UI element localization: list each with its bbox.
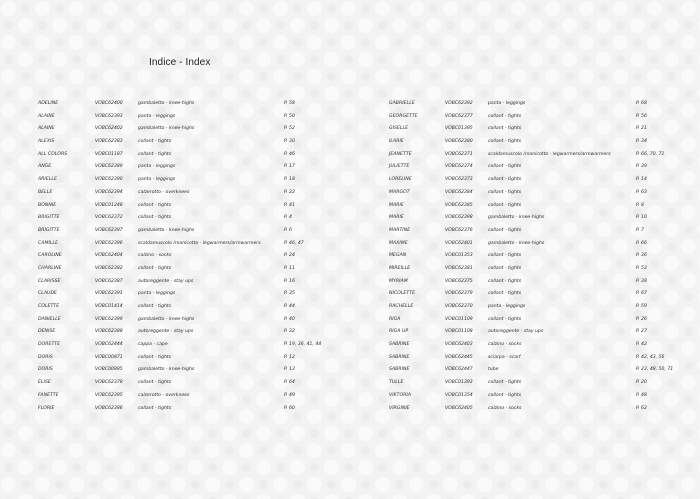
- product-name: GISELLE: [389, 126, 409, 132]
- page-reference: P. 13: [284, 367, 295, 373]
- page-reference: P. 50: [284, 113, 295, 119]
- product-description: gambaletto - knee-highs: [138, 316, 195, 322]
- product-description: collant - tights: [488, 113, 522, 119]
- product-name: RIGA UP: [389, 329, 409, 335]
- page-reference: P. 35: [284, 291, 295, 297]
- page-reference: P. 34: [636, 139, 647, 145]
- product-code: VOBC62394: [95, 189, 123, 195]
- product-name: DENISE: [38, 329, 56, 335]
- product-name: RIGA: [389, 316, 401, 322]
- product-description: collant - tights: [138, 304, 172, 309]
- product-code: VOBC01395: [445, 126, 473, 132]
- product-description: scaldamuscolo /manicotto - legwarmers/armwarmers: [138, 240, 261, 246]
- product-name: CAROLINE: [38, 253, 62, 259]
- page-reference: P. 48: [636, 392, 647, 398]
- page-reference: P. 66: [636, 240, 647, 246]
- product-code: VOBC62384: [445, 189, 473, 195]
- product-name: DANIELLE: [38, 316, 61, 322]
- product-code: VOBC01187: [95, 151, 123, 157]
- page-reference: P. 14: [636, 177, 647, 183]
- product-name: SABRINE: [389, 342, 410, 348]
- product-description: gambaletto - knee-highs: [488, 240, 545, 246]
- product-name: FLORIE: [38, 405, 55, 411]
- page-reference: P. 68: [636, 101, 647, 106]
- product-code: VOBC62382: [95, 265, 123, 271]
- product-name: CAMILLE: [38, 240, 59, 246]
- product-name: LORELINE: [389, 177, 412, 183]
- product-name: CLAUDE: [38, 291, 58, 297]
- product-name: JULIETTE: [389, 164, 410, 170]
- product-code: VOBC62376: [445, 227, 473, 233]
- page-reference: P. 7: [636, 227, 644, 233]
- product-name: SABRINE: [389, 354, 410, 360]
- product-description: gambaletto - knee-highs: [138, 101, 195, 106]
- page-reference: P. 18: [284, 177, 295, 183]
- product-description: collant - tights: [138, 202, 172, 208]
- product-name: BONNIE: [38, 202, 57, 208]
- page-reference: P. 49: [284, 392, 295, 398]
- product-code: VOBC62445: [445, 354, 473, 360]
- page-reference: P. 32: [284, 329, 295, 335]
- product-code: VOBC62386: [95, 405, 123, 411]
- product-description: gambaletto - knee-highs: [138, 227, 195, 233]
- product-name: MARIE: [389, 215, 404, 221]
- product-description: sciarpa - scarf: [488, 354, 521, 360]
- product-name: COLETTE: [38, 304, 60, 309]
- product-code: VOBC62377: [445, 113, 473, 119]
- page-reference: P. 17: [284, 164, 295, 170]
- product-name: ALEXIS: [38, 139, 55, 145]
- page-reference: P. 23, 48, 50, 71: [636, 367, 674, 373]
- product-code: VOBC62375: [445, 278, 473, 284]
- product-code: VOBC62381: [445, 265, 473, 271]
- product-description: gambaletto - knee-highs: [138, 126, 195, 132]
- product-code: VOBC00895: [95, 367, 123, 373]
- product-description: collant - tights: [488, 392, 522, 398]
- product-description: autoreggente - stay ups: [138, 329, 194, 335]
- product-code: VOBC62393: [95, 113, 123, 119]
- product-code: VOBC62405: [445, 405, 473, 411]
- product-name: SABRINE: [389, 367, 410, 373]
- product-description: collant - tights: [488, 265, 522, 271]
- product-name: BRIGITTE: [38, 227, 60, 233]
- product-description: cappa - cape: [138, 342, 168, 348]
- product-code: VOBC62387: [95, 278, 123, 284]
- page-reference: P. 36: [636, 253, 647, 259]
- page-reference: P. 44: [284, 304, 295, 309]
- page-reference: P. 39: [636, 164, 647, 170]
- product-name: GABRIELLE: [389, 101, 415, 106]
- page-reference: P. 38: [636, 278, 647, 284]
- product-code: VOBC62380: [445, 139, 473, 145]
- product-description: autoreggente - stay ups: [488, 329, 544, 335]
- product-description: calzino - socks: [138, 253, 172, 259]
- product-description: collant - tights: [488, 380, 522, 386]
- product-name: MEGAN: [389, 253, 407, 259]
- product-description: collant - tights: [138, 380, 172, 386]
- product-code: VOBC62391: [95, 291, 123, 297]
- product-name: VIKTORIA: [389, 392, 412, 398]
- page-reference: P. 16: [284, 278, 295, 284]
- page-reference: P. 42, 43, 56: [636, 354, 665, 360]
- product-description: panta - leggings: [138, 113, 176, 119]
- product-code: VOBC62403: [445, 342, 473, 348]
- product-description: tube: [488, 367, 499, 373]
- product-description: collant - tights: [488, 278, 522, 284]
- product-description: scaldamuscolo /manicotto - legwarmers/armwarmers: [488, 151, 611, 157]
- page-reference: P. 53: [636, 265, 647, 271]
- product-name: BELLE: [38, 189, 53, 195]
- product-description: collant - tights: [138, 139, 172, 145]
- product-code: VOBC62444: [95, 342, 123, 348]
- product-name: DORIS: [38, 354, 53, 360]
- product-code: VOBC62404: [95, 253, 123, 259]
- product-code: VOBC62378: [95, 380, 123, 386]
- product-name: CHARLINE: [38, 265, 62, 271]
- product-description: collant - tights: [488, 202, 522, 208]
- product-name: ARIELLE: [38, 177, 57, 183]
- product-code: VOBC62388: [95, 329, 123, 335]
- page-reference: P. 46, 47: [284, 240, 304, 246]
- product-code: VOBC01108: [445, 329, 473, 335]
- page-reference: P. 12: [284, 354, 295, 360]
- product-name: JEANETTE: [389, 151, 412, 157]
- product-description: autoreggente - stay ups: [138, 278, 194, 284]
- product-description: collant - tights: [488, 164, 522, 170]
- page-reference: P. 4: [284, 215, 292, 221]
- product-name: FANETTE: [38, 392, 59, 398]
- product-code: VOBC01109: [445, 316, 473, 322]
- product-name: TULLE: [389, 380, 404, 386]
- product-description: collant - tights: [138, 354, 172, 360]
- page-reference: P. 21: [636, 126, 647, 132]
- product-code: VOBC62392: [445, 101, 473, 106]
- product-code: VOBC62396: [95, 240, 123, 246]
- product-name: ANGE: [38, 164, 52, 170]
- product-description: collant - tights: [488, 189, 522, 195]
- product-description: calzerotto - overknees: [138, 392, 190, 398]
- page-reference: P. 30: [284, 139, 295, 145]
- product-description: panta - leggings: [138, 291, 176, 297]
- product-description: collant - tights: [138, 151, 172, 157]
- product-description: gambaletto - knee-highs: [488, 215, 545, 221]
- product-code: VOBC01393: [445, 380, 473, 386]
- product-code: VOBC62379: [445, 291, 473, 297]
- product-name: CLARISSE: [38, 278, 61, 284]
- product-code: VOBC62397: [95, 227, 123, 233]
- product-name: ELISE: [38, 380, 51, 386]
- page-reference: P. 52: [284, 126, 295, 132]
- page-title: Indice - Index: [149, 57, 211, 68]
- product-name: ADELINE: [38, 101, 59, 106]
- page-reference: P. 27: [636, 329, 647, 335]
- product-name: MAXIME: [389, 240, 408, 246]
- page-reference: P. 46: [284, 151, 295, 157]
- product-code: VOBC62372: [95, 215, 123, 221]
- product-description: panta - leggings: [138, 164, 176, 170]
- page-reference: P. 11: [284, 265, 295, 271]
- product-description: collant - tights: [488, 177, 522, 183]
- product-description: calzerotto - overknees: [138, 189, 190, 195]
- product-name: ALL COLORS: [38, 151, 68, 157]
- page-reference: P. 19, 36, 41, 44: [284, 342, 322, 348]
- product-description: collant - tights: [138, 265, 172, 271]
- product-name: ALAINE: [38, 126, 55, 132]
- product-code: VOBC62373: [445, 177, 473, 183]
- product-description: collant - tights: [488, 139, 522, 145]
- product-description: collant - tights: [488, 291, 522, 297]
- page-reference: P. 41: [284, 202, 295, 208]
- product-code: VOBC01248: [95, 202, 123, 208]
- page-reference: P. 63: [636, 189, 647, 195]
- product-code: VOBC00871: [95, 354, 123, 360]
- product-name: MIREILLE: [389, 265, 411, 271]
- product-code: VOBC62385: [445, 202, 473, 208]
- page-reference: P. 20: [636, 380, 647, 386]
- product-code: VOBC62398: [445, 215, 473, 221]
- page-reference: P. 67: [636, 291, 647, 297]
- product-name: DORETTE: [38, 342, 61, 348]
- product-description: collant - tights: [138, 215, 172, 221]
- page-reference: P. 64: [284, 380, 295, 386]
- page-reference: P. 40: [284, 316, 295, 322]
- product-code: VOBC62374: [445, 164, 473, 170]
- page-reference: P. 24: [284, 253, 295, 259]
- page-reference: P. 62: [636, 405, 647, 411]
- page-reference: P. 8: [636, 202, 644, 208]
- product-name: MARIE: [389, 202, 404, 208]
- product-code: VOBC01414: [95, 304, 123, 309]
- product-code: VOBC62370: [445, 304, 473, 309]
- product-name: ILARIE: [389, 139, 404, 145]
- product-name: MARTINE: [389, 227, 411, 233]
- product-description: collant - tights: [488, 126, 522, 132]
- product-name: VIRGINIE: [389, 405, 410, 411]
- page-reference: P. 42: [636, 342, 647, 348]
- page-reference: P. 6: [284, 227, 292, 233]
- product-description: collant - tights: [138, 405, 172, 411]
- product-description: collant - tights: [488, 227, 522, 233]
- product-description: collant - tights: [488, 253, 522, 259]
- product-code: VOBC62383: [95, 139, 123, 145]
- product-code: VOBC62402: [95, 126, 123, 132]
- product-description: panta - leggings: [488, 304, 526, 309]
- page-reference: P. 60: [284, 405, 295, 411]
- product-description: panta - leggings: [138, 177, 176, 183]
- product-code: VOBC62400: [95, 101, 123, 106]
- page-reference: P. 59: [636, 304, 647, 309]
- product-name: MARGOT: [389, 189, 410, 195]
- product-description: collant - tights: [488, 316, 522, 322]
- product-description: calzino - socks: [488, 342, 522, 348]
- product-name: NICOLETTE: [389, 291, 416, 297]
- product-name: RACHELLE: [389, 304, 414, 309]
- page-reference: P. 66, 70, 71: [636, 151, 665, 157]
- product-name: BRIGITTE: [38, 215, 60, 221]
- page-reference: P. 58: [284, 101, 295, 106]
- product-code: VOBC01353: [445, 253, 473, 259]
- product-code: VOBC62447: [445, 367, 473, 373]
- product-code: VOBC62395: [95, 392, 123, 398]
- page-reference: P. 10: [636, 215, 647, 221]
- product-code: VOBC62390: [95, 177, 123, 183]
- product-name: MYRIAM: [389, 278, 408, 284]
- product-description: panta - leggings: [488, 101, 526, 106]
- product-code: VOBC62401: [445, 240, 473, 246]
- product-code: VOBC01354: [445, 392, 473, 398]
- product-code: VOBC62399: [95, 316, 123, 322]
- page-reference: P. 56: [636, 113, 647, 119]
- product-description: calzino - socks: [488, 405, 522, 411]
- product-code: VOBC62371: [445, 151, 473, 157]
- page-reference: P. 26: [636, 316, 647, 322]
- page-reference: P. 22: [284, 189, 295, 195]
- product-name: GEORGETTE: [389, 113, 418, 119]
- product-code: VOBC62389: [95, 164, 123, 170]
- product-name: DORIS: [38, 367, 53, 373]
- product-name: ALAINE: [38, 113, 55, 119]
- product-description: gambaletto - knee-highs: [138, 367, 195, 373]
